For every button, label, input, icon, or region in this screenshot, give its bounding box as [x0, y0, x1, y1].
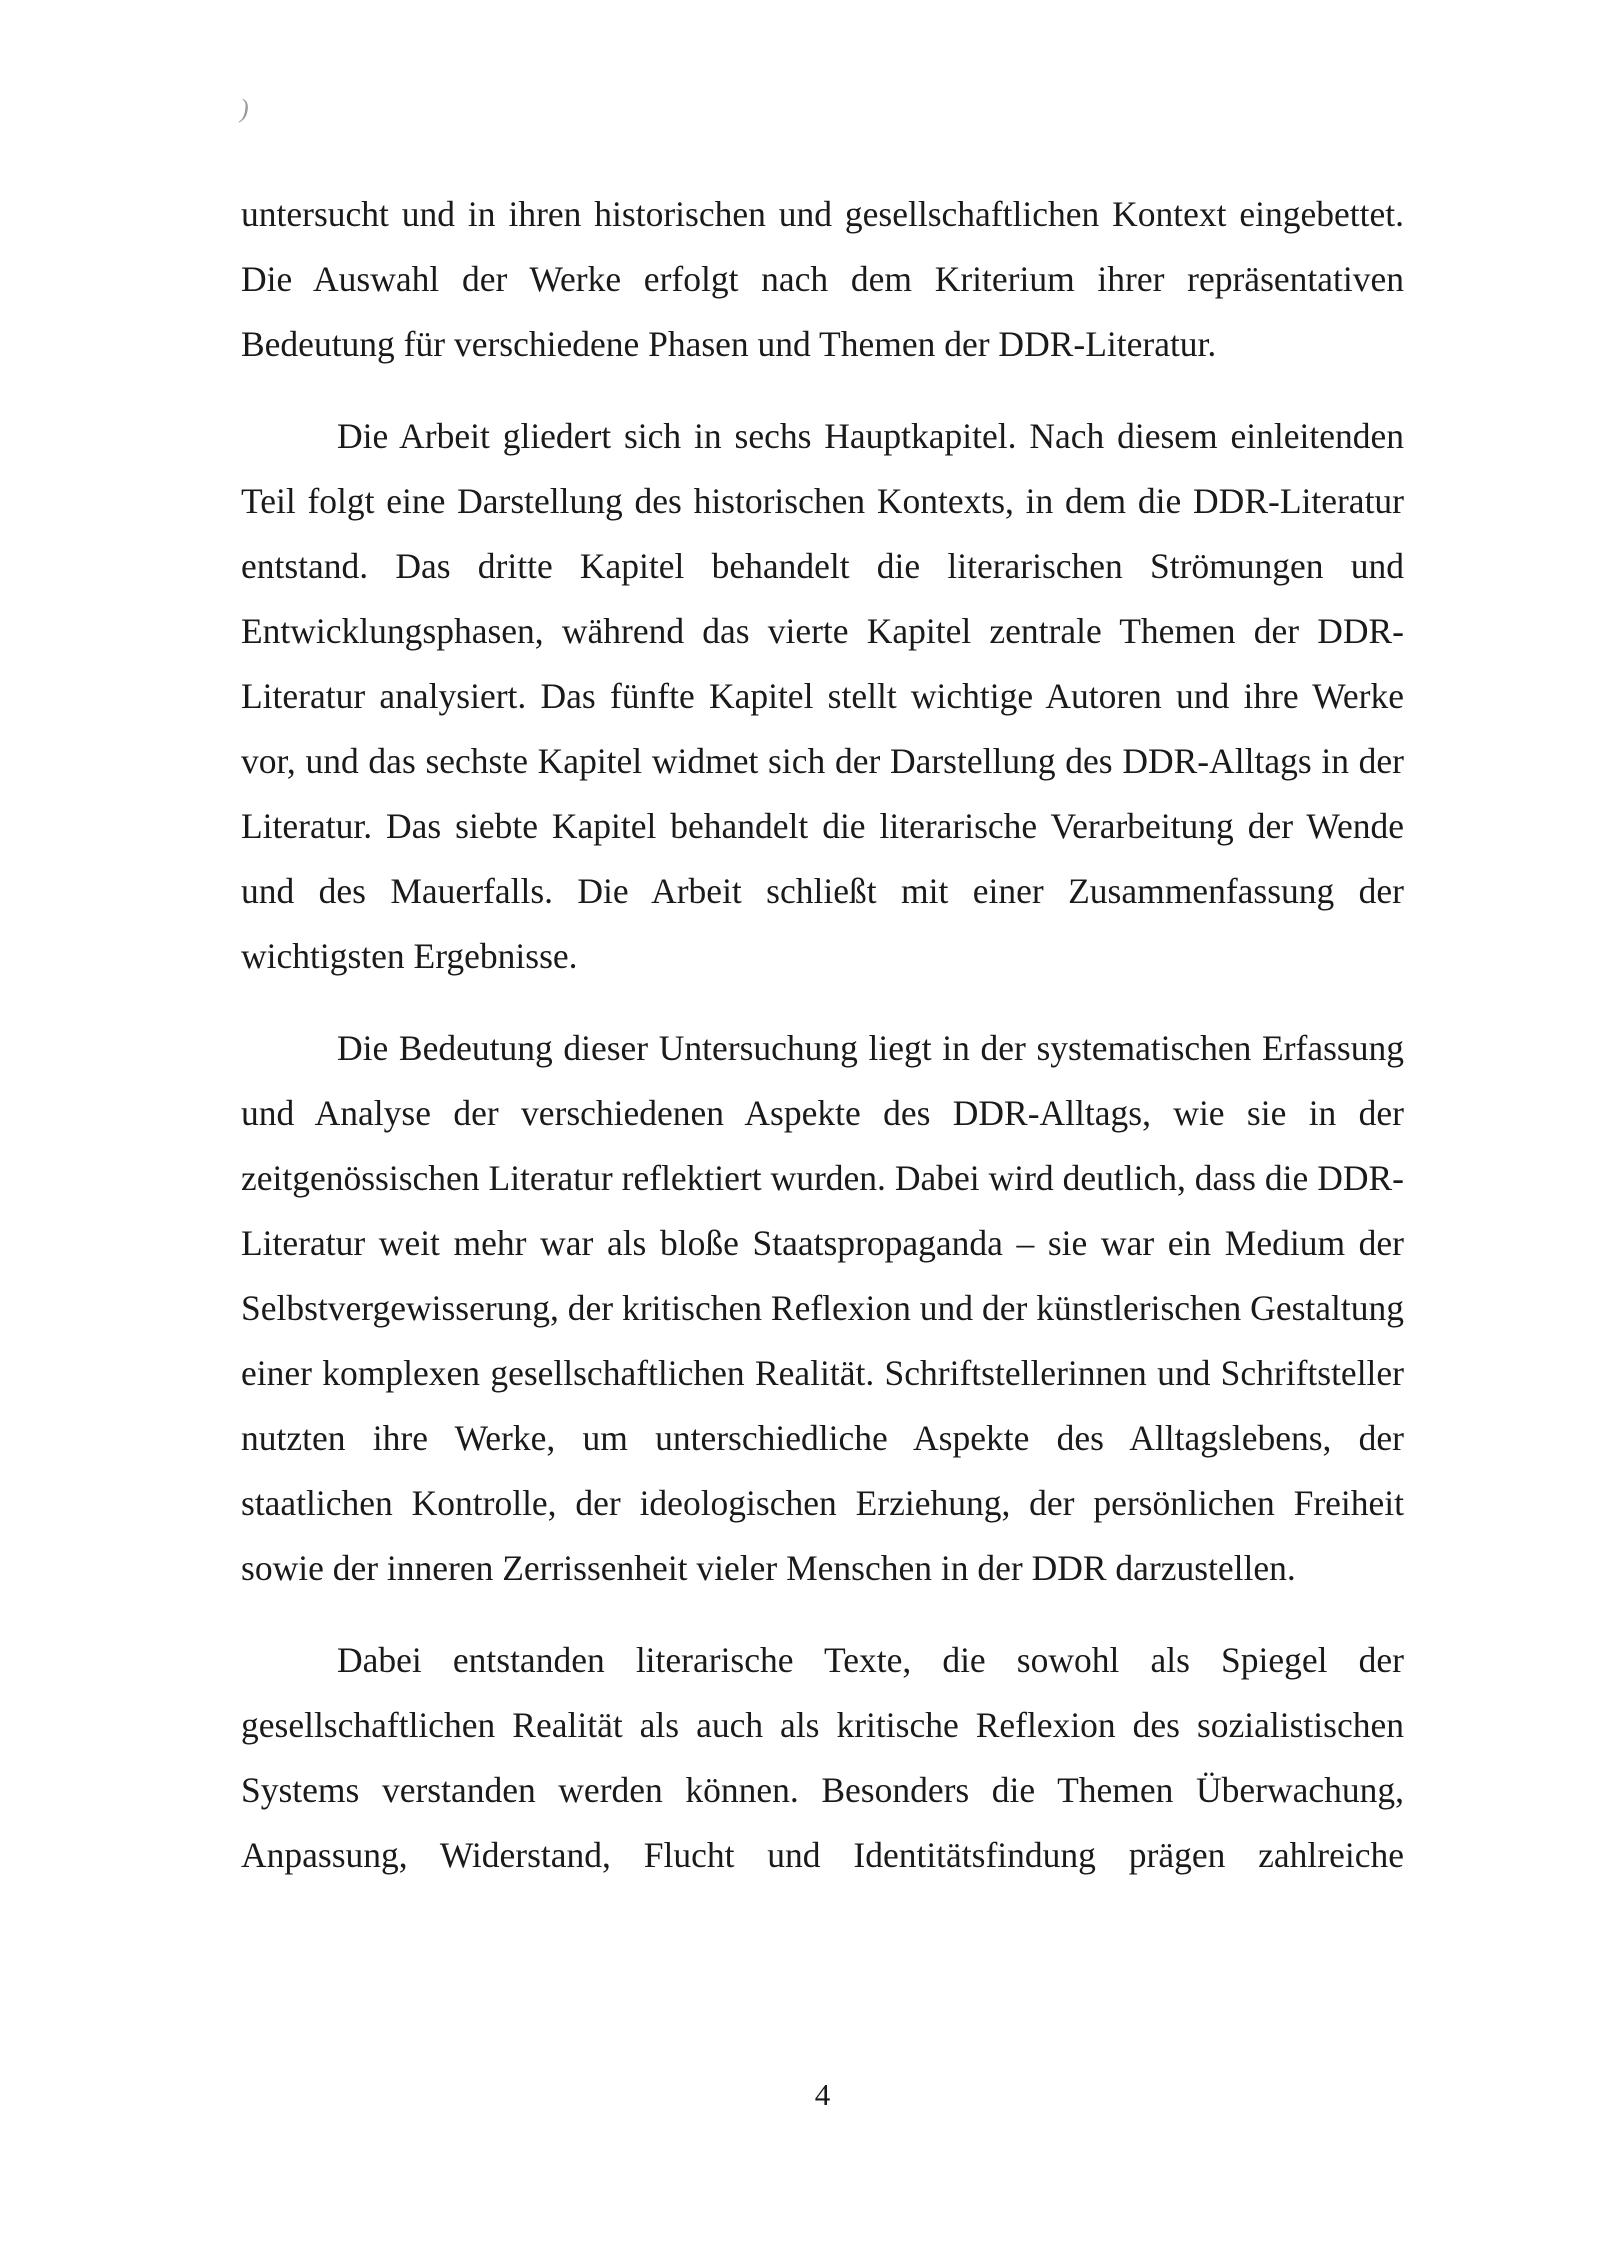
paragraph-significance: Die Bedeutung dieser Untersuchung liegt in der systematischen Erfassung und Analyse der verschiedenen Aspekte des DDR-Alltags, wie sie in der zeitgenössischen Literatur reflektiert wurden. Dabei wird deutlich, dass die DDR-Literatur weit mehr war als bloße Staatspropaganda – sie war ein Medium der Selbstvergewisserung, der kritischen Reflexion und der künstlerischen Gestaltung einer komplexen gesellschaftlichen Realität. Schriftstellerinnen und Schriftsteller nutzten ihre Werke, um unterschiedliche Aspekte des Alltagslebens, der staatlichen Kontrolle, der ideologischen Erziehung, der persönlichen Freiheit sowie der inneren Zerrissenheit vieler Menschen in der DDR darzustellen.	[241, 1028, 1404, 1588]
body-text	[241, 182, 1404, 1915]
page-number: 4	[814, 2077, 831, 2112]
corner-mark: )	[240, 94, 249, 123]
paragraph-chapter-structure: Die Arbeit gliedert sich in sechs Hauptkapitel. Nach diesem einleitenden Teil folgt eine Darstellung des historischen Kontexts, in dem die DDR-Literatur entstand. Das dritte Kapitel behandelt die literarischen Strömungen und Entwicklungsphasen, während das vierte Kapitel zentrale Themen der DDR-Literatur analysiert. Das fünfte Kapitel stellt wichtige Autoren und ihre Werke vor, und das sechste Kapitel widmet sich der Darstellung des DDR-Alltags in der Literatur. Das siebte Kapitel behandelt die literarische Verarbeitung der Wende und des Mauerfalls. Die Arbeit schließt mit einer Zusammenfassung der wichtigsten Ergebnisse.	[241, 416, 1404, 976]
paragraph-literary-texts: Dabei entstanden literarische Texte, die sowohl als Spiegel der gesellschaftlichen Realität als auch als kritische Reflexion des sozialistischen Systems verstanden werden können. Besonders die Themen Überwachung, Anpassung, Widerstand, Flucht und Identitätsfindung prägen zahlreiche	[241, 1640, 1404, 1875]
paragraph-continued: untersucht und in ihren historischen und gesellschaftlichen Kontext eingebettet. Die Auswahl der Werke erfolgt nach dem Kriterium ihrer repräsentativen Bedeutung für verschiedene Phasen und Themen der DDR-Literatur.	[241, 194, 1404, 364]
